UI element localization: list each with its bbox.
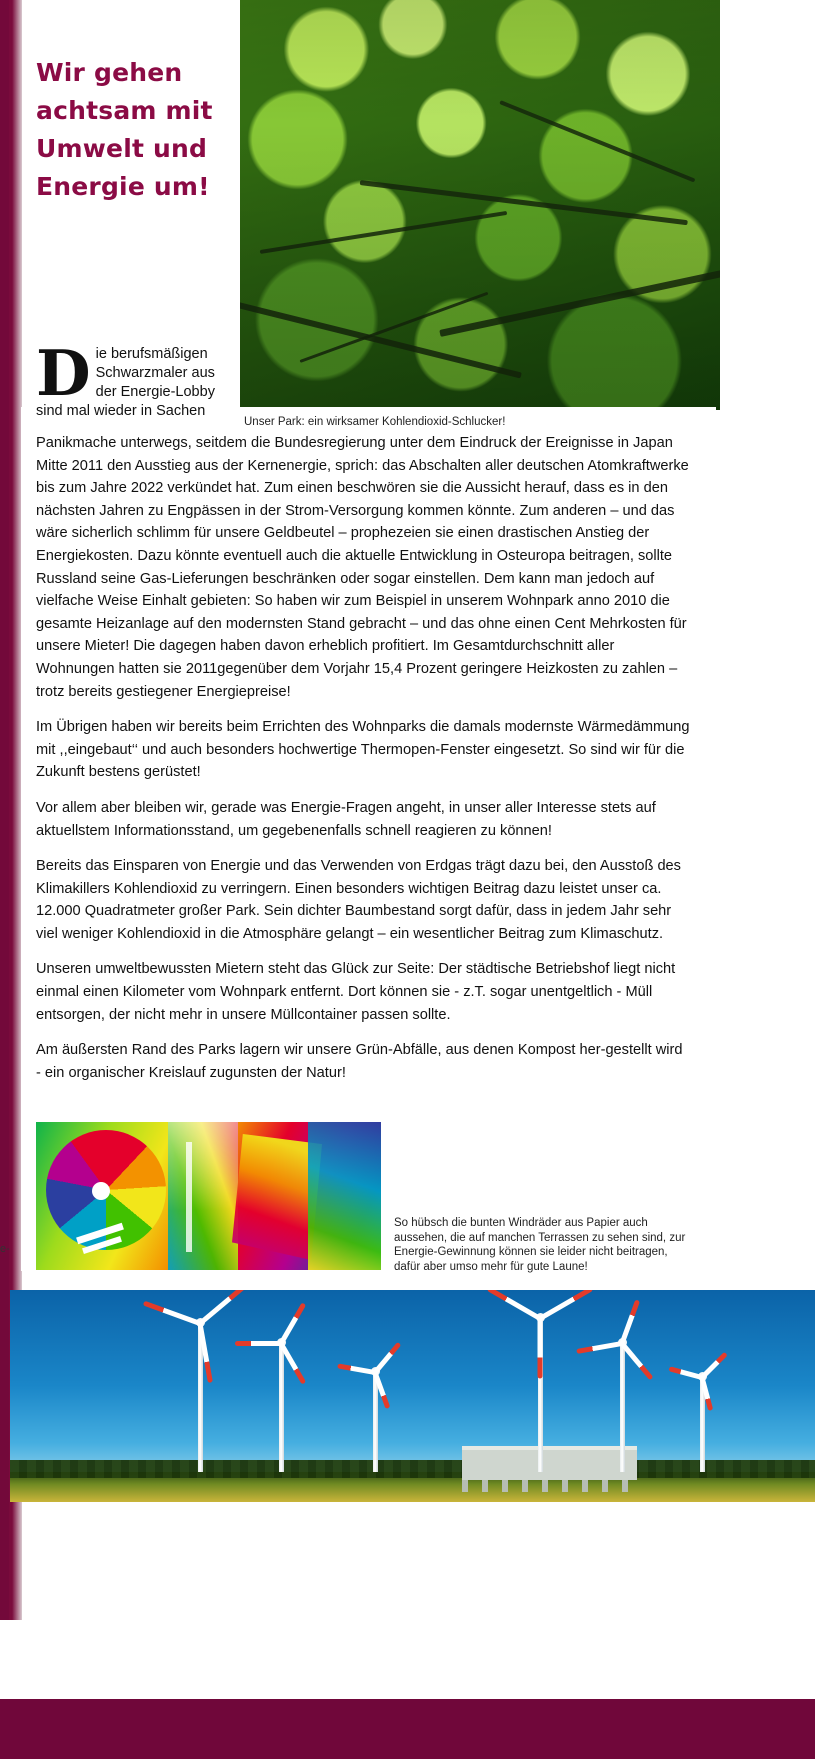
article-paragraph: Bereits das Einsparen von Energie und das Verwenden von Erdgas trägt dazu bei, den Ausstoß des Klimakillers Kohlendioxid zu verringern. Einen besonders wichtigen Beitrag dazu leistet unser ca. 12.000 Quadratmeter großer Park. Sein dichter Baumbestand sorgt dafür, dass in jedem Jahr sehr viel weniger Kohlendioxid in die Atmosphäre gelangt – ein wesentlicher Beitrag zum Klimaschutz. (36, 858, 681, 942)
turbine-blade (539, 1290, 593, 1321)
article-paragraph: Vor allem aber bleiben wir, gerade was Energie-Fragen angeht, in unser aller Interesse stets auf aktuellstem Informationsstand, um gegebenenfalls schnell reagieren zu können! (36, 799, 656, 839)
wind-farm-photo (10, 1290, 815, 1502)
edge-note-text: e- (0, 1243, 10, 1255)
turbine-blade (669, 1366, 703, 1380)
pinwheel-hub (92, 1182, 110, 1200)
wind-turbine (660, 1367, 745, 1472)
turbine-blade (487, 1290, 541, 1321)
bottom-white-gap (0, 1687, 815, 1699)
turbine-blade (576, 1341, 622, 1354)
turbine-mast (279, 1342, 284, 1472)
turbine-blade (538, 1319, 543, 1379)
left-band-inner-stripe (0, 0, 9, 1620)
turbine-blade (700, 1352, 728, 1380)
lead-line-4: sind mal wieder in Sachen (36, 403, 206, 419)
turbine-blade (337, 1363, 375, 1375)
article-paragraph: Panikmache unterwegs, seitdem die Bundesregierung unter dem Eindruck der Ereignisse in Japan Mitte 2011 den Ausstieg aus der Kernenergie, sprich: das Abschalten aller deutschen Atomkraftwerke bis zum Jahre 2022 verkündet hat. Zum einen beschwören sie die Aussicht herauf, dass es in den nächsten Jahren zu Engpässen in der Strom-Versorgung kommen könnte. Zum anderen – und das wäre sicherlich schlimm für unsere Geldbeutel – prophezeien sie einen drastischen Anstieg der Energiekosten. Dazu könnte eventuell auch die aktuelle Entwicklung in Osteuropa beitragen, sollte Russland seine Gas-Lieferungen beschränken oder sogar einstellen. Dem kann man jedoch auf vielfache Weise Einhalt gebieten: So haben wir zum Beispiel in unserem Wohnpark anno 2010 die gesamte Heizanlage auf den modernsten Stand gebracht – und das ohne einen Cent Mehrkosten für unsere Mieter! Die dagegen haben davon erheblich profitiert. Im Gesamtdurchschnitt aller Wohnungen hatten sie 2011gegenüber dem Vorjahr 15,4 Prozent geringere Heizkosten zu zahlen – trotz bereits gestiegener Energiepreise! (36, 435, 689, 700)
collage-panel (168, 1122, 238, 1270)
caption-pinwheel-photo: So hübsch die bunten Windräder aus Papier auch aussehen, die auf manchen Terrassen zu sehen sind, zur Energie-Gewinnung können sie leider nicht beitragen, dafür aber umso mehr für gute Laune! (394, 1217, 686, 1273)
turbine-blade (620, 1342, 653, 1380)
article-body (36, 432, 691, 1097)
collage-panel (308, 1122, 381, 1270)
collage-highlight (186, 1142, 192, 1252)
article-paragraph: Am äußersten Rand des Parks lagern wir unsere Grün-Abfälle, aus denen Kompost her-gestellt wird - ein organischer Kreislauf zugunsten der Natur! (36, 1042, 683, 1081)
caption-park-photo: Unser Park: ein wirksamer Kohlendioxid-Schlucker! (244, 416, 506, 428)
park-canopy-photo (240, 0, 720, 410)
turbine-blade (373, 1342, 401, 1374)
bottom-decorative-band (0, 1699, 815, 1759)
page-title: Wir gehen achtsam mit Umwelt und Energie um! (36, 58, 213, 201)
turbine-blade (279, 1302, 306, 1344)
lead-line-1: ie berufsmäßigen (95, 346, 208, 362)
article-paragraph: Im Übrigen haben wir bereits beim Errichten des Wohnparks die damals modernste Wärmedämmung mit ,,eingebaut‘‘ und auch besonders hochwertige Thermopen-Fenster eingesetzt. So sind wir für die Zukunft bestens gerüstet! (36, 719, 690, 781)
article-lead-in (36, 336, 232, 421)
drop-cap: D (36, 336, 91, 410)
lead-line-2: Schwarzmaler aus (95, 365, 215, 381)
turbine-mast (620, 1342, 625, 1472)
turbine-blade (235, 1341, 281, 1346)
turbine-blade (198, 1290, 247, 1325)
lead-line-3: der Energie-Lobby (95, 384, 215, 400)
wind-turbine (330, 1362, 420, 1472)
article-paragraph: Unseren umweltbewussten Mietern steht das Glück zur Seite: Der städtische Betriebshof liegt nicht einmal einen Kilometer vom Wohnpark entfernt. Dort können sie - z.T. sogar unentgeltlich - Müll entsorgen, der nicht mehr in unsere Müllcontainer passen sollte. (36, 961, 676, 1023)
turbine-blade (143, 1301, 201, 1326)
turbine-blade (620, 1299, 640, 1344)
wind-turbine (226, 1332, 336, 1472)
paper-pinwheel-photo (36, 1122, 381, 1270)
photo-tint-overlay (240, 0, 720, 410)
